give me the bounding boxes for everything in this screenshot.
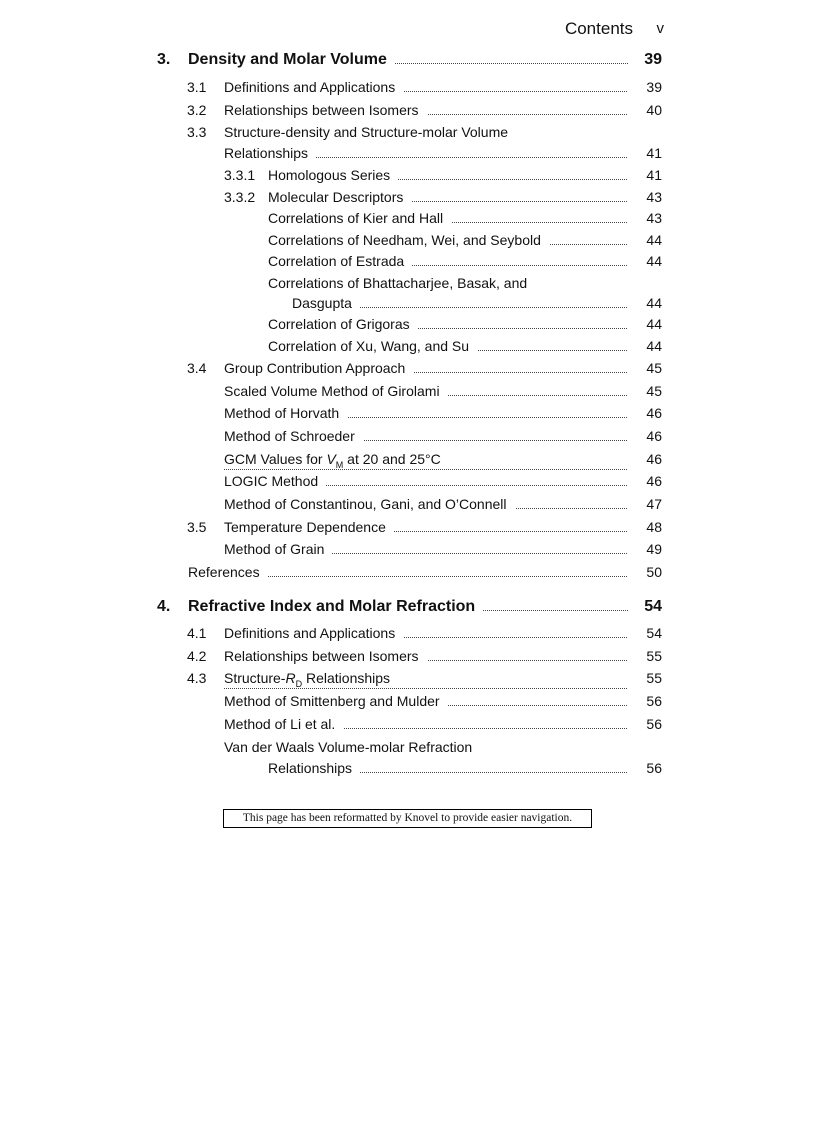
entry-page: 50 (646, 564, 662, 580)
entry-text: Method of Horvath (224, 405, 347, 421)
entry-text-part: Relationships (302, 670, 391, 686)
entry-number: 4.2 (187, 648, 207, 664)
entry-page: 46 (646, 405, 662, 421)
entry-text: Homologous Series (268, 167, 398, 183)
entry-text: Relationships between Isomers (224, 648, 427, 664)
chapter-title: Density and Molar Volume (188, 51, 395, 68)
entry-number: 4.3 (187, 670, 207, 686)
entry-text: Structure-density and Structure-molar Volume (224, 124, 516, 140)
entry-page: 46 (646, 473, 662, 489)
knovel-reformat-note: This page has been reformatted by Knovel to provide easier navigation. (223, 809, 592, 828)
entry-page: 56 (646, 760, 662, 776)
entry-text-sub: D (295, 678, 303, 689)
toc-entry[interactable] (0, 623, 816, 643)
entry-text: Correlations of Bhattacharjee, Basak, and (268, 275, 535, 291)
entry-text: Correlation of Xu, Wang, and Su (268, 338, 477, 354)
toc-entry[interactable] (0, 336, 816, 356)
chapter-page: 54 (644, 598, 662, 615)
entry-page: 55 (646, 670, 662, 686)
entry-page: 45 (646, 383, 662, 399)
toc-entry[interactable] (0, 251, 816, 271)
entry-number: 3.3 (187, 124, 207, 140)
entry-text-part: Structure- (224, 670, 286, 686)
toc-entry[interactable] (0, 314, 816, 334)
entry-text: Van der Waals Volume-molar Refraction (224, 739, 480, 755)
toc-chapter-4[interactable] (0, 597, 816, 617)
entry-text: References (188, 564, 268, 580)
entry-text-part: GCM Values for (224, 451, 327, 467)
toc-entry (0, 273, 816, 293)
entry-page: 44 (646, 338, 662, 354)
entry-text: Relationships (268, 760, 360, 776)
chapter-number: 4. (157, 598, 171, 615)
entry-page: 41 (646, 145, 662, 161)
entry-text: Correlations of Needham, Wei, and Seybold (268, 232, 549, 248)
entry-number: 3.3.2 (224, 189, 256, 205)
entry-text: Relationships between Isomers (224, 102, 427, 118)
chapter-title: Refractive Index and Molar Refraction (188, 598, 483, 615)
chapter-number: 3. (157, 51, 171, 68)
entry-text-sub: M (335, 459, 344, 470)
entry-page: 49 (646, 541, 662, 557)
entry-number: 3.2 (187, 102, 207, 118)
entry-text: LOGIC Method (224, 473, 326, 489)
toc-entry[interactable] (0, 539, 816, 559)
entry-text: Group Contribution Approach (224, 360, 413, 376)
toc-entry[interactable] (0, 381, 816, 401)
entry-page: 46 (646, 428, 662, 444)
entry-page: 43 (646, 189, 662, 205)
toc-entry[interactable] (0, 77, 816, 97)
toc-entry[interactable] (0, 187, 816, 207)
entry-page: 43 (646, 210, 662, 226)
entry-page: 44 (646, 295, 662, 311)
entry-page: 47 (646, 496, 662, 512)
toc-entry[interactable] (0, 165, 816, 185)
entry-text: Definitions and Applications (224, 625, 403, 641)
entry-text: Temperature Dependence (224, 519, 394, 535)
entry-text: Method of Smittenberg and Mulder (224, 693, 448, 709)
entry-page: 44 (646, 232, 662, 248)
toc-chapter-3[interactable] (0, 50, 816, 70)
chapter-page: 39 (644, 51, 662, 68)
entry-text: Dasgupta (292, 295, 360, 311)
entry-text: Molecular Descriptors (268, 189, 411, 205)
entry-text: Method of Li et al. (224, 716, 343, 732)
entry-number: 3.1 (187, 79, 207, 95)
toc-entry[interactable] (0, 471, 816, 491)
toc-entry[interactable] (0, 668, 816, 688)
entry-text: Correlation of Estrada (268, 253, 412, 269)
entry-text: Correlation of Grigoras (268, 316, 418, 332)
entry-page: 55 (646, 648, 662, 664)
entry-page: 39 (646, 79, 662, 95)
toc-entry[interactable] (0, 449, 816, 469)
toc-entry[interactable] (0, 230, 816, 250)
toc-entry[interactable] (0, 403, 816, 423)
toc-entry[interactable] (0, 293, 816, 313)
entry-page: 54 (646, 625, 662, 641)
entry-page: 40 (646, 102, 662, 118)
running-header-page: v (656, 20, 664, 37)
entry-text: Correlations of Kier and Hall (268, 210, 451, 226)
entry-page: 56 (646, 693, 662, 709)
entry-text: Method of Schroeder (224, 428, 363, 444)
entry-text-var: V (326, 451, 336, 467)
toc-entry-references[interactable] (0, 562, 816, 582)
entry-text (224, 451, 449, 470)
toc-entry[interactable] (0, 208, 816, 228)
entry-text-part: at 20 and 25°C (343, 451, 441, 467)
entry-page: 44 (646, 253, 662, 269)
toc-entry (0, 737, 816, 757)
entry-number: 3.5 (187, 519, 207, 535)
toc-entry[interactable] (0, 494, 816, 514)
entry-text (224, 670, 398, 689)
toc-entry[interactable] (0, 646, 816, 666)
toc-entry[interactable] (0, 517, 816, 537)
entry-page: 46 (646, 451, 662, 467)
entry-page: 41 (646, 167, 662, 183)
entry-page: 45 (646, 360, 662, 376)
entry-page: 48 (646, 519, 662, 535)
entry-text: Method of Grain (224, 541, 332, 557)
entry-text: Method of Constantinou, Gani, and O’Connell (224, 496, 515, 512)
toc-entry (0, 122, 816, 142)
toc-entry[interactable] (0, 358, 816, 378)
entry-page: 44 (646, 316, 662, 332)
toc-entry[interactable] (0, 758, 816, 778)
entry-page: 56 (646, 716, 662, 732)
toc-entry[interactable] (0, 691, 816, 711)
toc-entry[interactable] (0, 100, 816, 120)
entry-text-var: R (285, 670, 296, 686)
toc-entry[interactable] (0, 714, 816, 734)
entry-text: Scaled Volume Method of Girolami (224, 383, 448, 399)
running-header (0, 19, 816, 39)
entry-text: Relationships (224, 145, 316, 161)
toc-entry[interactable] (0, 143, 816, 163)
entry-number: 4.1 (187, 625, 207, 641)
entry-number: 3.3.1 (224, 167, 256, 183)
entry-text: Definitions and Applications (224, 79, 403, 95)
toc-entry[interactable] (0, 426, 816, 446)
entry-number: 3.4 (187, 360, 207, 376)
running-header-title: Contents (564, 19, 633, 38)
